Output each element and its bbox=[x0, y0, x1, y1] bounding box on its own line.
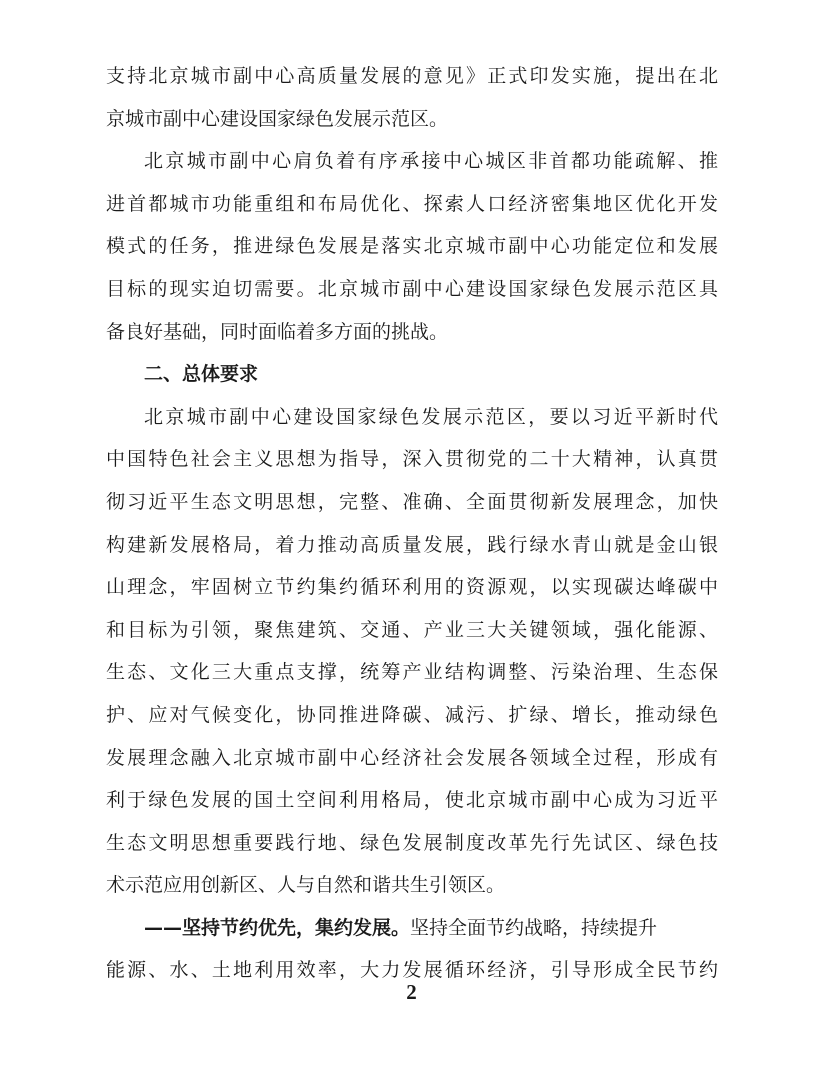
paragraph-line: 构建新发展格局，着力推动高质量发展，践行绿水青山就是金山银 bbox=[106, 533, 718, 556]
paragraph-line: 支持北京城市副中心高质量发展的意见》正式印发实施，提出在北 bbox=[106, 65, 718, 87]
paragraph-line: 和目标为引领，聚焦建筑、交通、产业三大关键领域，强化能源、 bbox=[106, 618, 718, 641]
paragraph-line: 生态、文化三大重点支撑，统筹产业结构调整、污染治理、生态保 bbox=[106, 661, 718, 684]
paragraph-line: 目标的现实迫切需要。北京城市副中心建设国家绿色发展示范区具 bbox=[106, 277, 718, 300]
paragraph-line: 进首都城市功能重组和布局优化、探索人口经济密集地区优化开发 bbox=[106, 192, 718, 215]
paragraph-line: 护、应对气候变化，协同推进降碳、减污、扩绿、增长，推动绿色 bbox=[106, 703, 718, 726]
principle-lead: ——坚持节约优先，集约发展。 bbox=[144, 916, 411, 939]
paragraph-line: 京城市副中心建设国家绿色发展示范区。 bbox=[106, 107, 449, 130]
paragraph-line: 利于绿色发展的国土空间利用格局，使北京城市副中心成为习近平 bbox=[106, 789, 718, 812]
paragraph-line: 中国特色社会主义思想为指导，深入贯彻党的二十大精神，认真贯 bbox=[106, 448, 718, 471]
paragraph-line bbox=[106, 907, 718, 950]
page-number: 2 bbox=[406, 980, 417, 1004]
paragraph-line: 北京城市副中心建设国家绿色发展示范区，要以习近平新时代 bbox=[144, 405, 718, 428]
paragraph-line: 发展理念融入北京城市副中心经济社会发展各领域全过程，形成有 bbox=[106, 746, 718, 769]
paragraph-line: 能源、水、土地利用效率，大力发展循环经济，引导形成全民节约 bbox=[106, 959, 718, 982]
section-heading: 二、总体要求 bbox=[144, 363, 259, 386]
paragraph-line: 生态文明思想重要践行地、绿色发展制度改革先行先试区、绿色技 bbox=[106, 831, 718, 854]
paragraph-line: 模式的任务，推进绿色发展是落实北京城市副中心功能定位和发展 bbox=[106, 235, 718, 258]
document-body bbox=[106, 55, 718, 992]
paragraph-line: 备良好基础，同时面临着多方面的挑战。 bbox=[106, 320, 449, 343]
paragraph-line: 术示范应用创新区、人与自然和谐共生引领区。 bbox=[106, 874, 506, 897]
paragraph-line: 北京城市副中心肩负着有序承接中心城区非首都功能疏解、推 bbox=[144, 150, 718, 173]
principle-text: 坚持全面节约战略，持续提升 bbox=[410, 916, 658, 939]
paragraph-line: 山理念，牢固树立节约集约循环利用的资源观，以实现碳达峰碳中 bbox=[106, 576, 718, 599]
paragraph-line: 彻习近平生态文明思想，完整、准确、全面贯彻新发展理念，加快 bbox=[106, 490, 718, 513]
